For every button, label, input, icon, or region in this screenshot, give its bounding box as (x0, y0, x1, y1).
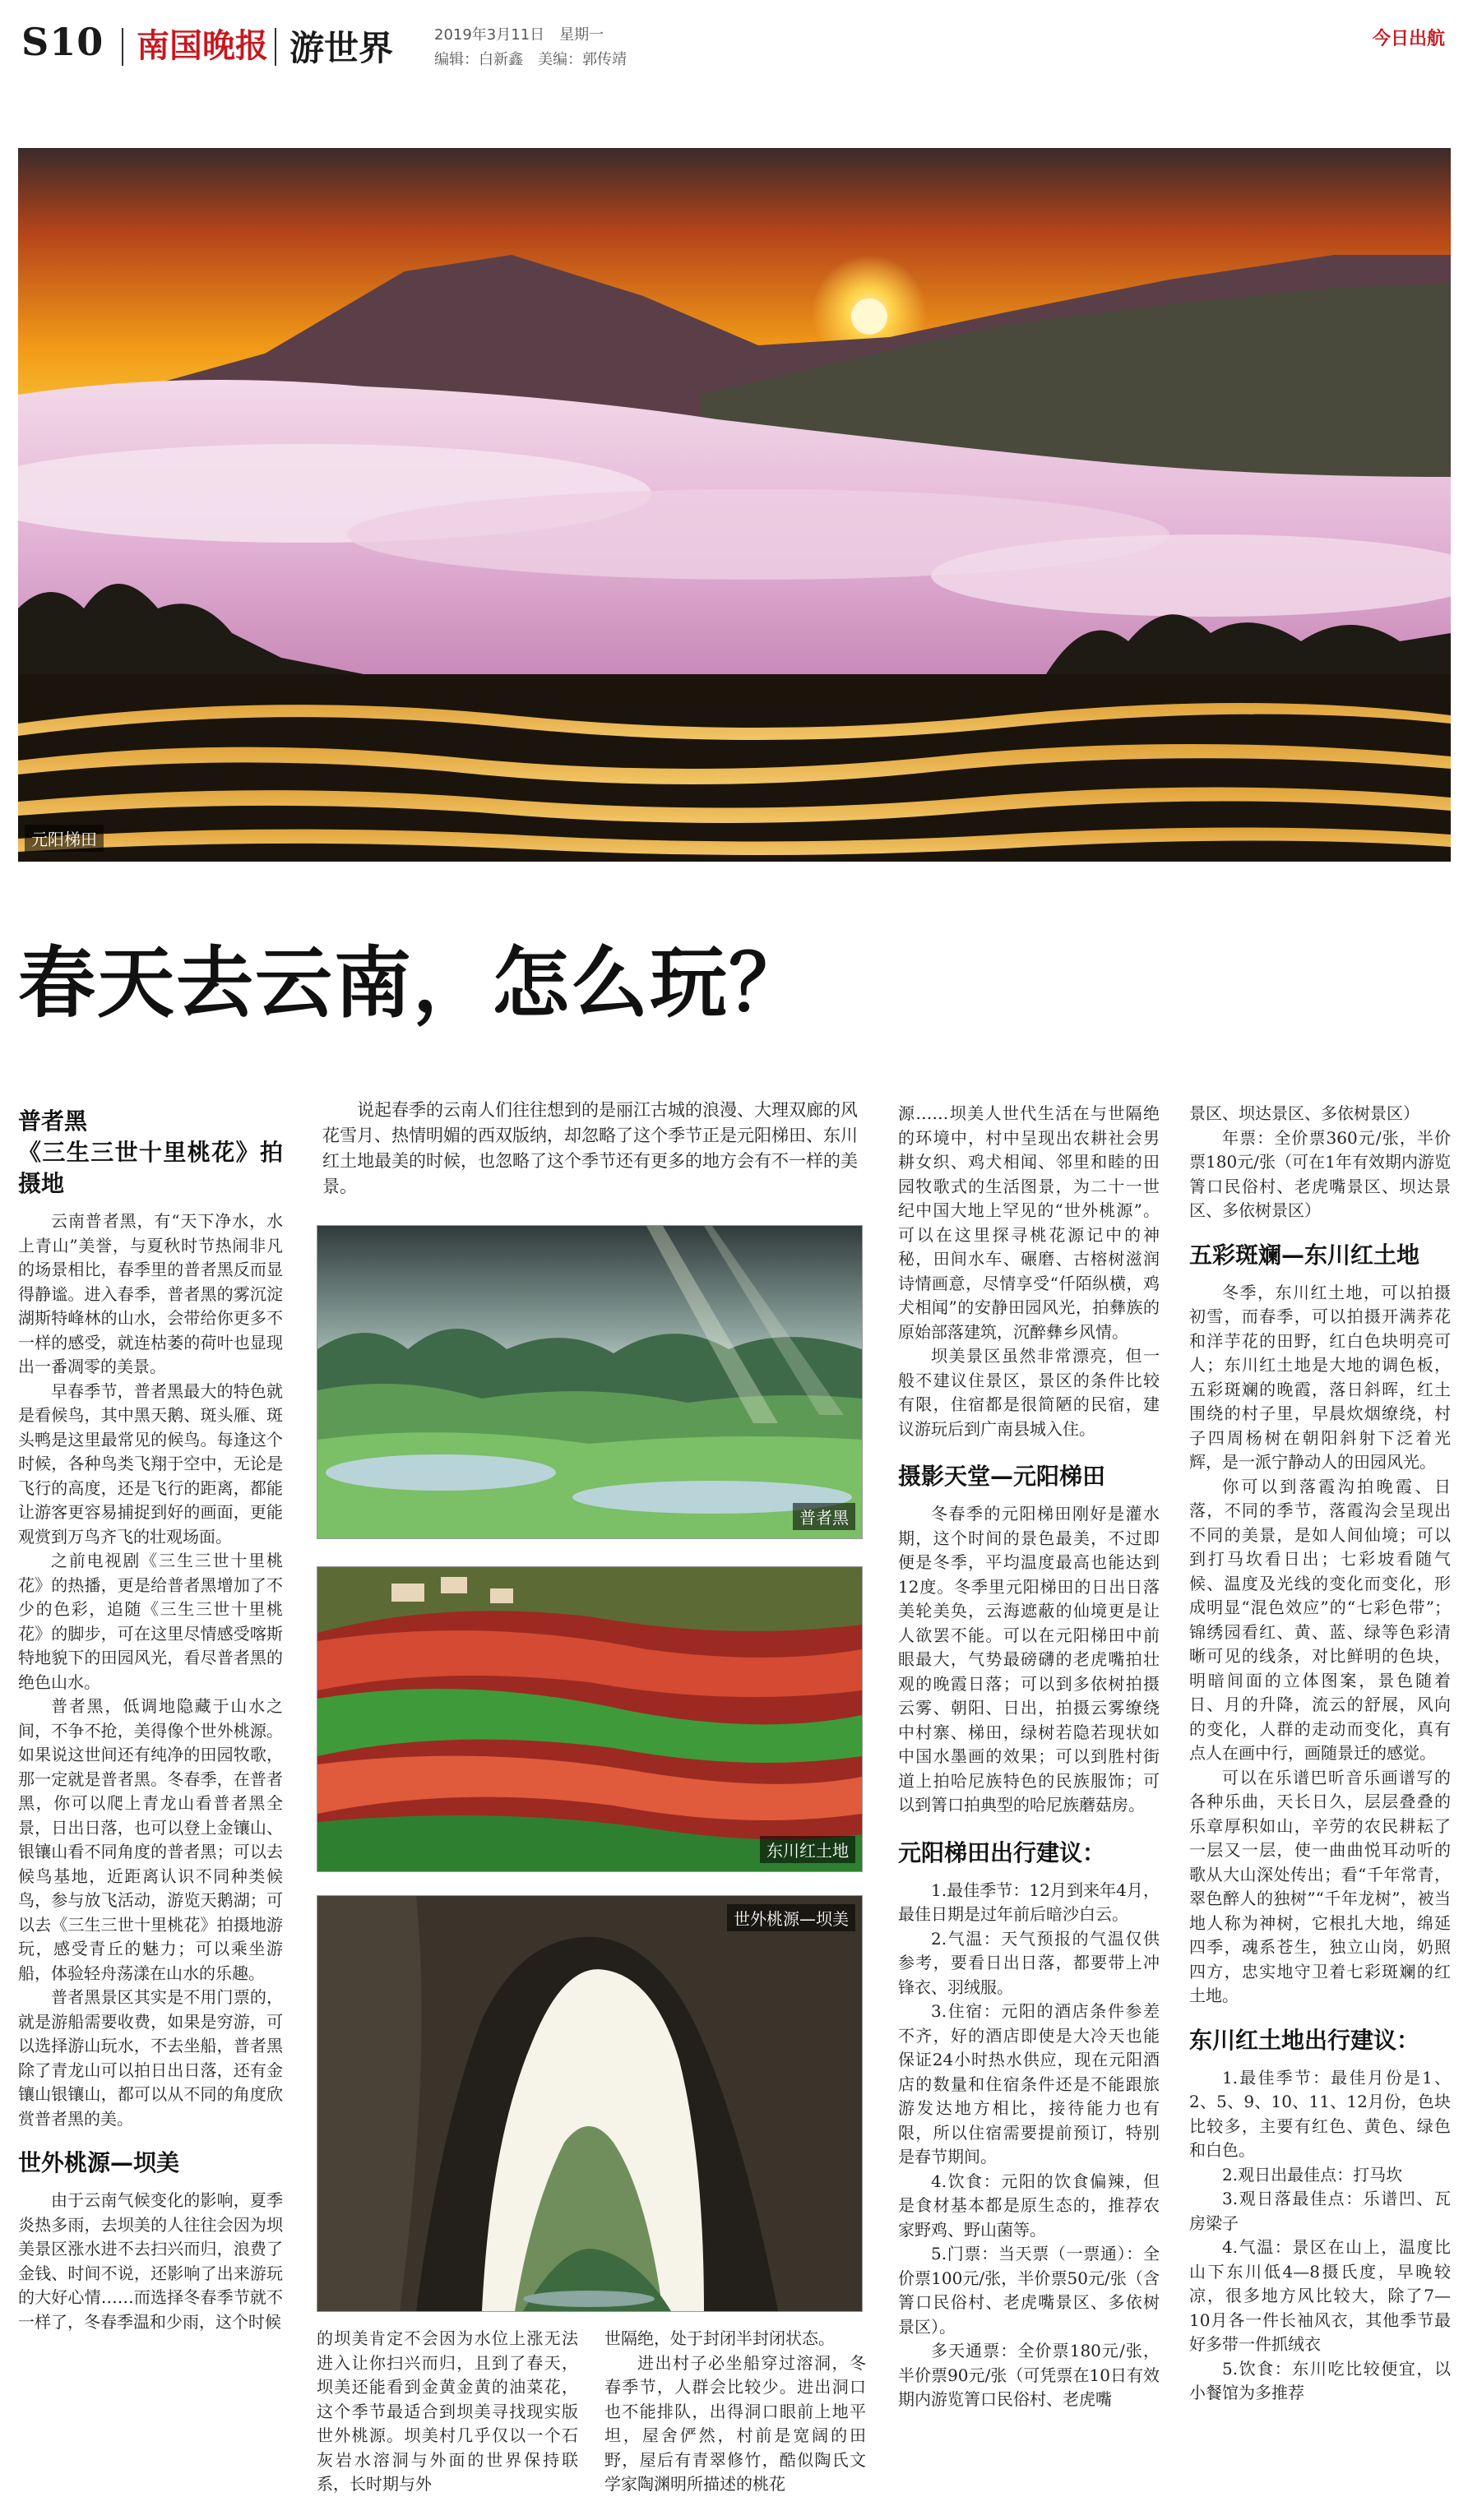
intro-paragraph: 说起春季的云南人们往往想到的是丽江古城的浪漫、大理双廊的风花雪月、热情明媚的西双版纳，却忽略了这个季节正是元阳梯田、东川红土地最美的时候，也忽略了这个季节还有更多的地方会有不一样的美景。 (322, 1100, 858, 1196)
section-title: 游世界 (289, 28, 394, 68)
terrace-sunset-image (18, 148, 1451, 862)
paragraph: 世隔绝，处于封闭半封闭状态。 (604, 2328, 835, 2348)
subhead-yuanyang: 摄影天堂—元阳梯田 (898, 1463, 1106, 1490)
column-2-bottom (317, 2327, 578, 2497)
newspaper-name: 南国晚报 (137, 26, 268, 65)
paragraph: 的坝美肯定不会因为水位上涨无法进入让你扫兴而归，且到了春天，坝美还能看到金黄金黄的油菜花，这个季节最适合到坝美寻找现实版世外桃源。坝美村几乎仅以一个石灰岩水溶洞与外面的世界保持联系，长时期与外 (317, 2328, 578, 2494)
subhead-bamei: 世外桃源—坝美 (18, 2149, 180, 2176)
paragraph: 可以在乐谱巴昕音乐画谱写的各种乐曲，天长日久，层层叠叠的乐章厚积如山，辛劳的农民耕耘了一层又一层，使一曲曲悦耳动听的歌从大山深处传出；看“千年常青，翠色醉人的独树”“千年龙树”，被当地人称为神树，它根扎大地，绵延四季，魂系苍生，独立山岗，奶照四方，忠实地守卫着七彩斑斓的红土地。 (1189, 1767, 1451, 2005)
photo-bamei (317, 1895, 863, 2312)
tip-item: 多天通票：全价票180元/张，半价票90元/张（可凭票在10日有效期内游览箐口民俗村、老虎嘴 (898, 2341, 1160, 2409)
subhead-text: 《三生三世十里桃花》拍摄地 (18, 1139, 283, 1197)
paragraph: 坝美景区虽然非常漂亮，但一般不建议住景区，景区的条件比较有限，住宿都是很简陋的民宿，建议游玩后到广南县城入住。 (898, 1346, 1160, 1439)
column-2b-bottom (604, 2327, 866, 2497)
tip-item: 5.门票：当天票（一票通）：全价票100元/张，半价票50元/张（含箐口民俗村、老虎嘴景区、多依树景区）。 (898, 2244, 1160, 2337)
tip-item: 2.气温：天气预报的气温仅供参考，要看日出日落，都要带上冲锋衣、羽绒服。 (898, 1928, 1160, 1997)
paragraph: 年票：全价票360元/张，半价票180元/张（可在1年有效期内游览箐口民俗村、老虎嘴景区、坝达景区、多依树景区） (1189, 1127, 1451, 1220)
paragraph: 早春季节，普者黑最大的特色就是看候鸟，其中黑天鹅、斑头雁、斑头鸭是这里最常见的候鸟。每逢这个时候，各种鸟类飞翔于空中，无论是飞行的高度，还是飞行的距离，都能让游客更容易捕捉到好的画面，更能观赏到万鸟齐飞的壮观场面。 (18, 1380, 283, 1547)
divider (122, 28, 123, 66)
paragraph: 冬春季的元阳梯田刚好是灌水期，这个时间的景色最美，不过即便是冬季，平均温度最高也能达到12度。冬季里元阳梯田的日出日落美轮美奂，云海遮蔽的仙境更是让人欲罢不能。可以在元阳梯田中前眼最大，气势最磅礴的老虎嘴拍壮观的晚霞日落；可以到多依树拍摄云雾、朝阳、日出，拍摄云雾缭绕中村寨、梯田，绿树若隐若现状如中国水墨画的效果；可以到胜村街道上拍哈尼族特色的民族服饰；可以到箐口拍典型的哈尼族蘑菇房。 (898, 1504, 1160, 1815)
puzhehei-image (317, 1226, 862, 1538)
tip-item: 3.住宿：元阳的酒店条件参差不齐，好的酒店即使是大冷天也能保证24小时热水供应，现在元阳酒店的数量和住宿条件还是不能跟旅游发达地方相比，接待能力也有限，所以住宿需要提前预订，特别是春节期间。 (898, 2001, 1160, 2166)
subhead-puzhehei (18, 1106, 283, 1200)
subhead-text: 普者黑 (18, 1107, 88, 1135)
bamei-cave-image (317, 1896, 862, 2311)
column-3 (898, 1102, 1160, 2412)
paragraph: 由于云南气候变化的影响，夏季炎热多雨，去坝美的人往往会因为坝美景区涨水进不去扫兴而归，浪费了金钱、时间不说，还影响了出来游玩的大好心情……而选择冬春季节就不一样了，冬春季温和少雨，这个时候 (18, 2190, 283, 2332)
divider (275, 28, 276, 66)
editors-line: 编辑：白新鑫 美编：郭传靖 (434, 51, 627, 68)
paragraph: 源……坝美人世代生活在与世隔绝的环境中，村中呈现出农耕社会男耕女织、鸡犬相闻、邻里和睦的田园牧歌式的生活图景，为二十一世纪中国大地上罕见的“世外桃源”。可以在这里探寻桃花源记中的神秘，田间水车、碾磨、古榕树滋润诗情画意，尽情享受“仟陌纵横，鸡犬相闻”的安静田园风光，拍彝族的原始部落建筑，沉醉彝乡风情。 (898, 1103, 1160, 1342)
photo-dongchuan (317, 1566, 863, 1872)
page-number: S10 (21, 20, 104, 64)
paragraph: 你可以到落霞沟拍晚霞、日落，不同的季节，落霞沟会呈现出不同的美景，是如人间仙境；可以到打马坎看日出；七彩坡看随气候、温度及光线的变化而变化，形成明显“混色效应”的“七彩色带”；锦绣园看红、黄、蓝、绿等色彩清晰可见的线条，对比鲜明的色块，明暗间面的立体图案，景色随着日、月的升降，流云的舒展，风向的变化，人群的走动而变化，真有点人在画中行，画随景迁的感觉。 (1189, 1476, 1451, 1763)
photo-caption: 普者黑 (793, 1503, 855, 1530)
section-tag: 今日出航 (1372, 29, 1445, 49)
tip-item: 4.饮食：元阳的饮食偏辣，但是食材基本都是原生态的，推荐农家野鸡、野山菌等。 (898, 2171, 1160, 2240)
column-1 (18, 1106, 283, 2334)
date-line: 2019年3月11日 星期一 (434, 26, 604, 44)
tip-item: 2.观日出最佳点：打马坎 (1222, 2164, 1403, 2185)
article-title: 春天去云南，怎么玩？ (18, 939, 808, 1029)
photo-puzhehei (317, 1225, 863, 1539)
tip-item: 5.饮食：东川吃比较便宜，以小餐馆为多推荐 (1189, 2358, 1451, 2402)
paragraph: 普者黑，低调地隐藏于山水之间，不争不抢，美得像个世外桃源。如果说这世间还有纯净的田园牧歌，那一定就是普者黑。冬春季，在普者黑，你可以爬上青龙山看普者黑全景，日出日落，也可以登上金镶山、银镶山看不同角度的普者黑；可以去候鸟基地，近距离认识不同种类候鸟，参与放飞活动，游览天鹅湖；可以去《三生三世十里桃花》拍摄地游玩，感受青丘的魅力；可以乘坐游船，体验轻舟荡漾在山水的乐趣。 (18, 1696, 283, 1983)
dongchuan-image (317, 1567, 862, 1871)
paragraph: 之前电视剧《三生三世十里桃花》的热播，更是给普者黑增加了不少的色彩，追随《三生三世十里桃花》的脚步，可在这里尽情感受喀斯特地貌下的田园风光，看尽普者黑的绝色山水。 (18, 1551, 283, 1692)
tip-item: 1.最佳季节：最佳月份是1、2、5、9、10、11、12月份，色块比较多，主要有红色、黄色、绿色和白色。 (1189, 2067, 1451, 2160)
paragraph: 冬季，东川红土地，可以拍摄初雪，而春季，可以拍摄开满荞花和洋芋花的田野，红白色块明亮可人；东川红土地是大地的调色板，五彩斑斓的晚霞，落日斜晖，红土围绕的村子里，早晨炊烟缭绕，村子四周杨树在朝阳斜射下泛着光辉，是一派宁静动人的田园风光。 (1189, 1282, 1451, 1472)
hero-caption: 元阳梯田 (25, 825, 104, 852)
tip-item: 1.最佳季节：12月到来年4月，最佳日期是过年前后暗沙白云。 (898, 1880, 1160, 1924)
hero-photo (18, 148, 1451, 862)
paragraph: 景区、坝达景区、多依树景区） (1189, 1103, 1419, 1123)
column-4 (1189, 1102, 1451, 2406)
photo-caption: 东川红土地 (760, 1836, 855, 1863)
tip-item: 3.观日落最佳点：乐谱凹、瓦房梁子 (1189, 2189, 1451, 2233)
subhead-dongchuan: 五彩斑斓—东川红土地 (1189, 1241, 1420, 1269)
paragraph: 云南普者黑，有“天下净水，水上青山”美誉，与夏秋时节热闹非凡的场景相比，春季里的普者黑反而显得静谧。进入春季，普者黑的雾沉淀湖斯特峰林的山水，会带给你更多不一样的感受，就连枯萎的荷叶也显现出一番凋零的美景。 (18, 1211, 283, 1376)
paragraph: 进出村子必坐船穿过溶洞，冬春季节，人群会比较少。进出洞口也不能排队，出得洞口眼前上地平坦，屋舍俨然，村前是宽阔的田野，屋后有青翠修竹，酷似陶氏文学家陶渊明所描述的桃花 (604, 2352, 866, 2494)
tip-item: 4.气温：景区在山上，温度比山下东川低4—8摄氏度，早晚较凉，很多地方风比较大，除了7—10月各一件长袖风衣，其他季节最好多带一件抓绒衣 (1189, 2237, 1451, 2354)
subhead-yuanyang-tips: 元阳梯田出行建议： (898, 1838, 1106, 1866)
paragraph: 普者黑景区其实是不用门票的，就是游船需要收费，如果是穷游，可以选择游山玩水，不去坐船，普者黑除了青龙山可以拍日出日落，还有金镶山银镶山，都可以从不同的角度欣赏普者黑的美。 (18, 1987, 283, 2129)
subhead-dongchuan-tips: 东川红土地出行建议： (1189, 2026, 1420, 2054)
photo-caption: 世外桃源—坝美 (727, 1904, 855, 1931)
